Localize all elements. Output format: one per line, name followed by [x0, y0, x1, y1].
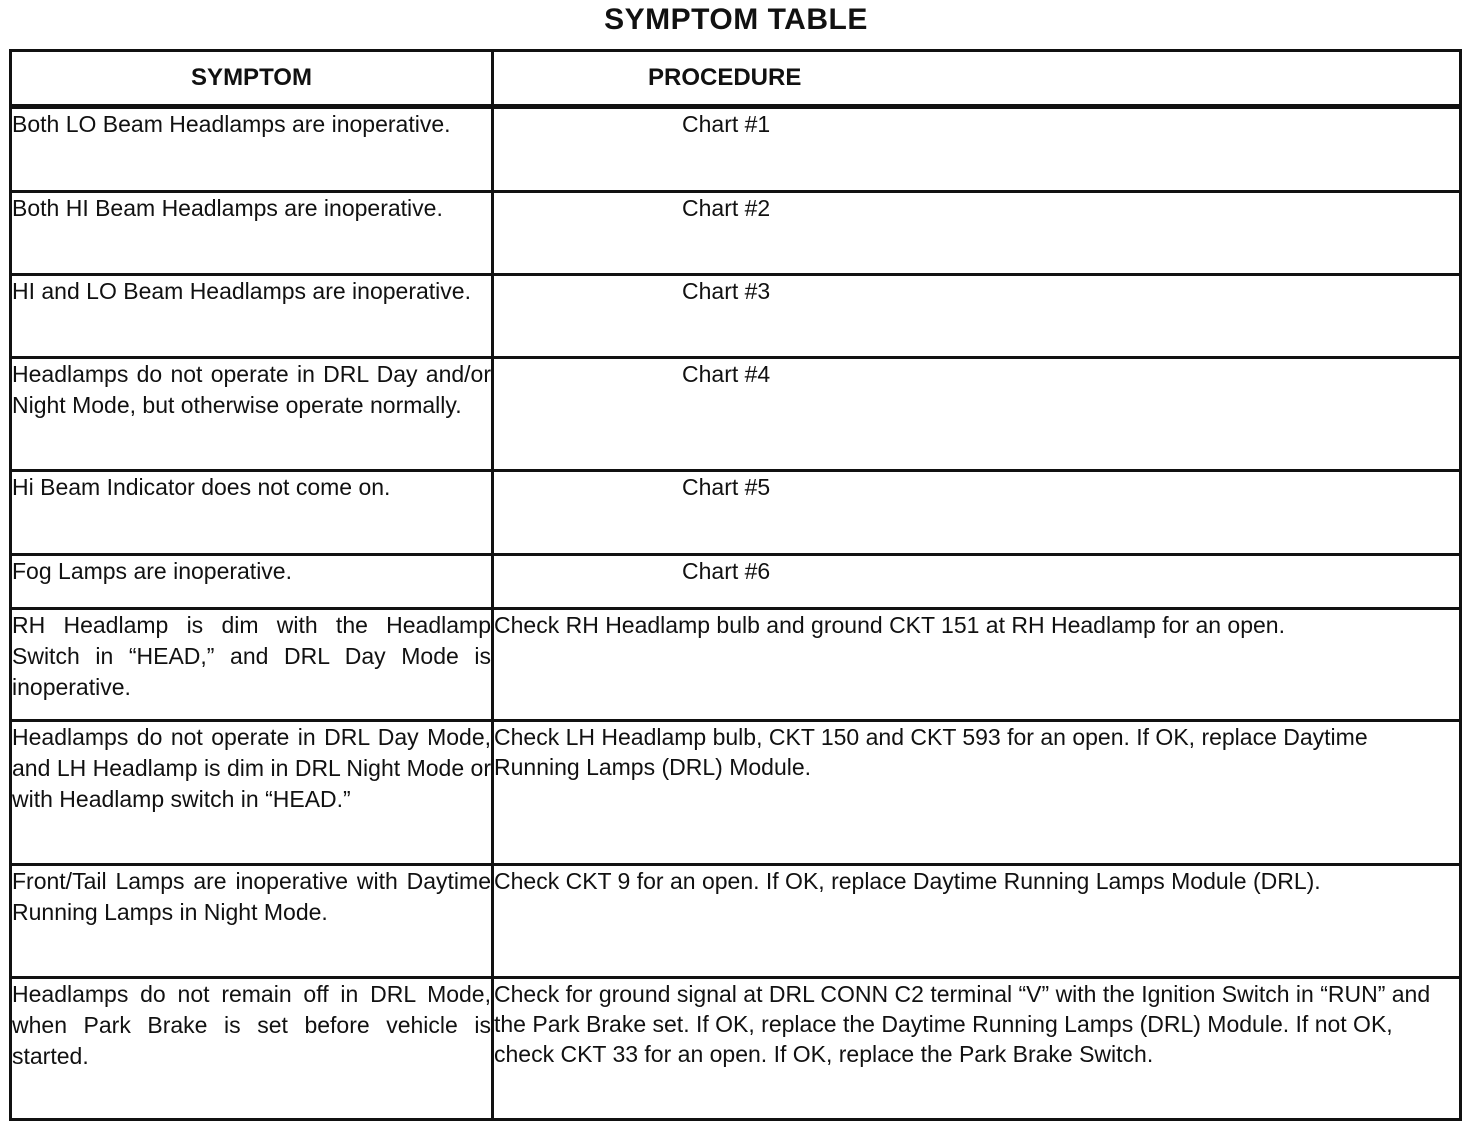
- procedure-cell: Check RH Headlamp bulb and ground CKT 151 at RH Headlamp for an open.: [493, 609, 1461, 721]
- table-row: [11, 192, 1461, 275]
- symptom-cell: RH Headlamp is dim with the Headlamp Switch in “HEAD,” and DRL Day Mode is inoperative.: [11, 609, 493, 721]
- table-row: [11, 471, 1461, 555]
- table-row: [11, 275, 1461, 358]
- column-header-procedure-label: PROCEDURE: [648, 64, 802, 91]
- procedure-cell: Chart #2: [493, 192, 1461, 275]
- procedure-cell: Check LH Headlamp bulb, CKT 150 and CKT 593 for an open. If OK, replace Daytime Running Lamps (DRL) Module.: [493, 721, 1461, 865]
- symptom-cell: Fog Lamps are inoperative.: [11, 555, 493, 609]
- symptom-cell: Both LO Beam Headlamps are inoperative.: [11, 107, 493, 192]
- table-header-row: [11, 51, 1461, 107]
- symptom-cell: Hi Beam Indicator does not come on.: [11, 471, 493, 555]
- symptom-cell: Front/Tail Lamps are inoperative with Daytime Running Lamps in Night Mode.: [11, 865, 493, 978]
- column-header-procedure: [493, 51, 1461, 107]
- table-row: [11, 358, 1461, 471]
- procedure-cell: Chart #1: [493, 107, 1461, 192]
- table-row: [11, 609, 1461, 721]
- symptom-cell: Headlamps do not operate in DRL Day Mode, and LH Headlamp is dim in DRL Night Mode or with Headlamp switch in “HEAD.”: [11, 721, 493, 865]
- table-row: [11, 107, 1461, 192]
- procedure-cell: Chart #3: [493, 275, 1461, 358]
- page-title: SYMPTOM TABLE: [604, 3, 868, 36]
- symptom-cell: Headlamps do not operate in DRL Day and/or Night Mode, but otherwise operate normally.: [11, 358, 493, 471]
- procedure-cell: Check CKT 9 for an open. If OK, replace Daytime Running Lamps Module (DRL).: [493, 865, 1461, 978]
- table-row: [11, 978, 1461, 1120]
- symptom-cell: Headlamps do not remain off in DRL Mode, when Park Brake is set before vehicle is started.: [11, 978, 493, 1120]
- procedure-cell: Check for ground signal at DRL CONN C2 terminal “V” with the Ignition Switch in “RUN” and the Park Brake set. If OK, replace the Daytime Running Lamps (DRL) Module. If not OK, check CKT 33 for an open. If OK, replace the Park Brake Switch.: [493, 978, 1461, 1120]
- symptom-cell: HI and LO Beam Headlamps are inoperative.: [11, 275, 493, 358]
- symptom-table: [9, 49, 1462, 1121]
- procedure-cell: Chart #6: [493, 555, 1461, 609]
- procedure-cell: Chart #5: [493, 471, 1461, 555]
- column-header-symptom: SYMPTOM: [11, 51, 493, 107]
- symptom-cell: Both HI Beam Headlamps are inoperative.: [11, 192, 493, 275]
- table-row: [11, 721, 1461, 865]
- procedure-cell: Chart #4: [493, 358, 1461, 471]
- table-row: [11, 555, 1461, 609]
- table-row: [11, 865, 1461, 978]
